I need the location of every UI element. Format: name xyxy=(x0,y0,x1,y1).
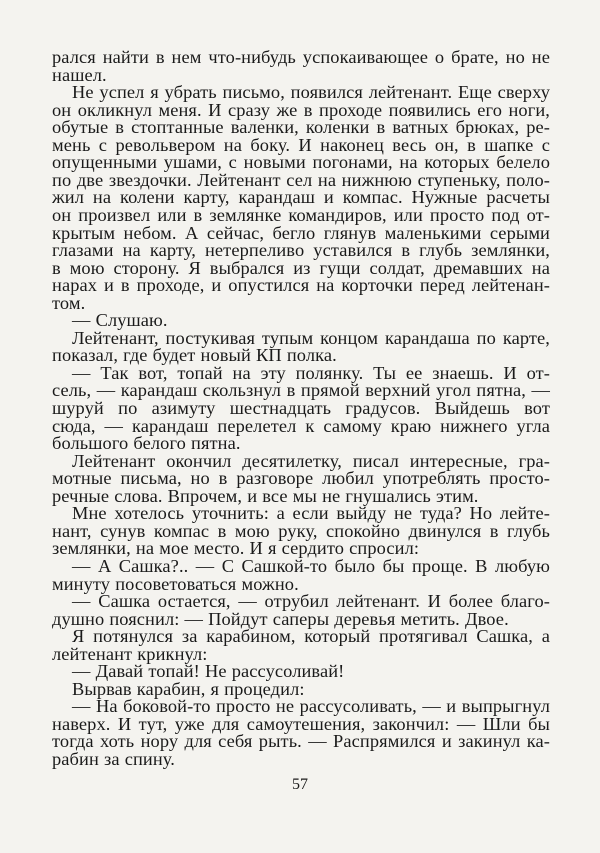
text-line: нарах и в проходе, и опустился на корточки перед лейтенан- xyxy=(52,275,550,295)
text-line: Не успел я убрать письмо, появился лейтенант. Еще сверху xyxy=(72,82,550,102)
text-line: опущенными ушами, с новыми погонами, на которых белело xyxy=(52,152,550,172)
text-line: мотные письма, но в разговоре любил употреблять просто- xyxy=(52,468,550,488)
text-line: — Так вот, топай на эту полянку. Ты ее знаешь. И от- xyxy=(72,363,550,383)
text-line: рабин за спину. xyxy=(52,749,175,769)
text-line: он окликнул меня. И сразу же в проходе появились его ноги, xyxy=(52,100,550,120)
text-line: тогда хоть нору для себя рыть. — Распрямился и закинул ка- xyxy=(52,731,550,751)
text-line: — На боковой-то просто не рассусоливать, — и выпрыгнул xyxy=(72,696,550,716)
text-line: наверх. И тут, уже для самоутешения, закончил: — Шли бы xyxy=(52,714,550,734)
text-line: минуту посоветоваться можно. xyxy=(52,574,299,594)
text-line: Лейтенант окончил десятилетку, писал интересные, гра- xyxy=(72,451,550,471)
text-line: душно пояснил: — Пойдут саперы деревья метить. Двое. xyxy=(52,609,509,629)
text-line: — А Сашка?.. — С Сашкой-то было бы проще. В любую xyxy=(72,556,550,576)
text-line: шуруй по азимуту шестнадцать градусов. Выйдешь вот xyxy=(52,398,550,418)
text-line: нашел. xyxy=(52,65,107,85)
text-line: сюда, — карандаш перелетел к самому краю нижнего угла xyxy=(52,416,550,436)
text-line: Лейтенант, постукивая тупым концом карандаша по карте, xyxy=(72,328,550,348)
text-line: сель, — карандаш скользнул в прямой верхний угол пятна, — xyxy=(52,380,550,400)
text-line: Мне хотелось уточнить: а если выйду не туда? Но лейте- xyxy=(72,503,550,523)
text-line: большого белого пятна. xyxy=(52,433,241,453)
text-line: глазами на карту, нетерпеливо уставился в глубь землянки, xyxy=(52,240,550,260)
text-line: Вырвав карабин, я процедил: xyxy=(72,679,305,699)
text-line: рался найти в нем что-нибудь успокаивающее о брате, но не xyxy=(52,47,550,67)
text-line: обутые в стоптанные валенки, коленки в ватных брюках, ре- xyxy=(52,117,550,137)
text-line: — Слушаю. xyxy=(72,310,168,330)
text-line: в мою сторону. Я выбрался из гущи солдат, дремавших на xyxy=(52,258,550,278)
text-line: том. xyxy=(52,293,86,313)
text-line: жил на колени карту, карандаш и компас. Нужные расчеты xyxy=(52,187,550,207)
text-line: Я потянулся за карабином, который протягивал Сашка, а xyxy=(72,626,550,646)
text-line: крытым небом. А сейчас, бегло глянув маленькими серыми xyxy=(52,223,550,243)
text-line: он произвел или в землянке командиров, или просто под от- xyxy=(52,205,550,225)
text-line: речные слова. Впрочем, и все мы не гнушались этим. xyxy=(52,486,479,506)
text-line: показал, где будет новый КП полка. xyxy=(52,345,337,365)
text-line: нант, сунув компас в мою руку, спокойно двинулся в глубь xyxy=(52,521,550,541)
text-line: мень с револьвером на боку. И наконец весь он, в шапке с xyxy=(52,135,550,155)
text-line: землянки, на мое место. И я сердито спросил: xyxy=(52,538,420,558)
text-line: по две звездочки. Лейтенант сел на нижнюю ступеньку, поло- xyxy=(52,170,550,190)
text-line: — Давай топай! Не рассусоливай! xyxy=(72,661,345,681)
page-number: 57 xyxy=(292,776,308,793)
text-line: лейтенант крикнул: xyxy=(52,644,208,664)
text-line: — Сашка остается, — отрубил лейтенант. И более благо- xyxy=(72,591,550,611)
